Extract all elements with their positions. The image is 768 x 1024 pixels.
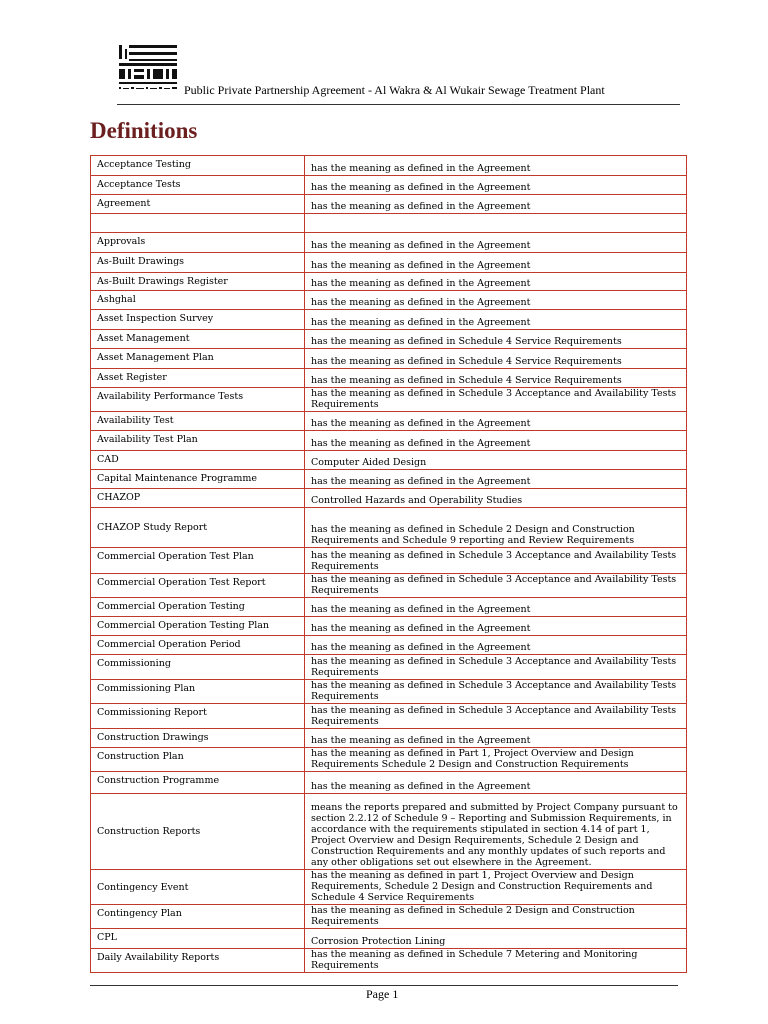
definition-text: has the meaning as defined in Part 1, Project Overview and Design Requirements Schedule 2 Design and Construction Requirements <box>305 748 687 772</box>
table-row <box>91 176 687 195</box>
table-row <box>91 704 687 729</box>
definition-text: Computer Aided Design <box>305 451 687 470</box>
table-row <box>91 729 687 748</box>
table-row <box>91 870 687 905</box>
definition-text: has the meaning as defined in the Agreement <box>305 253 687 273</box>
definition-text: has the meaning as defined in the Agreement <box>305 176 687 195</box>
table-row <box>91 470 687 489</box>
page-title: Definitions <box>90 118 198 143</box>
table-row <box>91 794 687 870</box>
definition-term: Contingency Plan <box>91 905 305 929</box>
definition-text: Corrosion Protection Lining <box>305 929 687 949</box>
definition-term: Commercial Operation Test Plan <box>91 548 305 574</box>
definition-term: Agreement <box>91 195 305 214</box>
table-row <box>91 291 687 310</box>
table-row <box>91 508 687 548</box>
definition-text: has the meaning as defined in the Agreement <box>305 412 687 431</box>
definition-term: As-Built Drawings <box>91 253 305 273</box>
definition-term: Contingency Event <box>91 870 305 905</box>
table-row <box>91 273 687 291</box>
table-row <box>91 489 687 508</box>
definition-text: has the meaning as defined in Schedule 4 Service Requirements <box>305 349 687 369</box>
definition-text: has the meaning as defined in Schedule 3 Acceptance and Availability Tests Requirements <box>305 548 687 574</box>
page-number: Page 1 <box>366 987 399 1001</box>
table-row <box>91 330 687 349</box>
definition-term: Commercial Operation Test Report <box>91 574 305 598</box>
definition-term: Commissioning Report <box>91 704 305 729</box>
table-row <box>91 310 687 330</box>
definition-text: has the meaning as defined in Schedule 2 Design and Construction Requirements <box>305 905 687 929</box>
table-row <box>91 905 687 929</box>
definition-text: has the meaning as defined in the Agreement <box>305 636 687 655</box>
definition-term: Commercial Operation Testing <box>91 598 305 617</box>
definition-term: CPL <box>91 929 305 949</box>
definition-text: has the meaning as defined in the Agreement <box>305 431 687 451</box>
definition-term: As-Built Drawings Register <box>91 273 305 291</box>
definition-text: has the meaning as defined in Schedule 3 Acceptance and Availability Tests Requirements <box>305 574 687 598</box>
definition-text: has the meaning as defined in the Agreement <box>305 195 687 214</box>
definition-text: has the meaning as defined in the Agreement <box>305 729 687 748</box>
definition-term: Acceptance Tests <box>91 176 305 195</box>
footer-divider <box>90 985 678 986</box>
definition-term: Construction Plan <box>91 748 305 772</box>
definition-text: has the meaning as defined in the Agreement <box>305 772 687 794</box>
table-row <box>91 748 687 772</box>
table-row <box>91 195 687 214</box>
definition-term: Approvals <box>91 233 305 253</box>
definitions-table <box>90 155 687 973</box>
definition-text: has the meaning as defined in Schedule 2 Design and Construction Requirements and Schedule 9 reporting and Review Requirements <box>305 508 687 548</box>
table-row <box>91 369 687 388</box>
definition-term: Commercial Operation Period <box>91 636 305 655</box>
definition-term: Acceptance Testing <box>91 156 305 176</box>
definition-text <box>305 214 687 233</box>
definition-term: Asset Register <box>91 369 305 388</box>
table-row <box>91 156 687 176</box>
definition-text: has the meaning as defined in Schedule 3 Acceptance and Availability Tests Requirements <box>305 680 687 704</box>
table-row <box>91 214 687 233</box>
definition-term: Daily Availability Reports <box>91 949 305 973</box>
table-row <box>91 548 687 574</box>
definition-text: has the meaning as defined in the Agreement <box>305 233 687 253</box>
definition-text: has the meaning as defined in the Agreement <box>305 273 687 291</box>
definition-term: Asset Inspection Survey <box>91 310 305 330</box>
table-row <box>91 680 687 704</box>
table-row <box>91 598 687 617</box>
definition-term: CHAZOP <box>91 489 305 508</box>
table-row <box>91 412 687 431</box>
table-row <box>91 451 687 470</box>
table-row <box>91 636 687 655</box>
definition-term: Availability Test Plan <box>91 431 305 451</box>
definition-text: has the meaning as defined in Schedule 7 Metering and Monitoring Requirements <box>305 949 687 973</box>
definition-text: has the meaning as defined in Schedule 3 Acceptance and Availability Tests Requirements <box>305 388 687 412</box>
table-row <box>91 388 687 412</box>
definitions-table-body <box>91 156 687 973</box>
definition-text: has the meaning as defined in the Agreement <box>305 470 687 489</box>
definition-text: has the meaning as defined in Schedule 3 Acceptance and Availability Tests Requirements <box>305 704 687 729</box>
header-divider <box>117 104 680 105</box>
definition-term: Construction Programme <box>91 772 305 794</box>
definition-text: has the meaning as defined in the Agreement <box>305 291 687 310</box>
definition-term: Availability Performance Tests <box>91 388 305 412</box>
definition-term: Construction Drawings <box>91 729 305 748</box>
definition-text: has the meaning as defined in Schedule 4 Service Requirements <box>305 330 687 349</box>
definition-term: CHAZOP Study Report <box>91 508 305 548</box>
table-row <box>91 772 687 794</box>
definition-term: Commercial Operation Testing Plan <box>91 617 305 636</box>
table-row <box>91 574 687 598</box>
table-row <box>91 253 687 273</box>
definition-text: Controlled Hazards and Operability Studies <box>305 489 687 508</box>
table-row <box>91 617 687 636</box>
definition-text: means the reports prepared and submitted by Project Company pursuant to section 2.2.12 of Schedule 9 – Reporting and Submission Requirements, in accordance with the requirements stipulated in section 4.14 of part 1, Project Overview and Design Requirements, Schedule 2 Design and Construction Requirements and any monthly updates of such reports and any other obligations set out elsewhere in the Agreement. <box>305 794 687 870</box>
definition-term: Asset Management <box>91 330 305 349</box>
definition-text: has the meaning as defined in the Agreement <box>305 617 687 636</box>
organization-logo <box>117 43 179 97</box>
definition-term: Availability Test <box>91 412 305 431</box>
definition-term: Capital Maintenance Programme <box>91 470 305 489</box>
definition-term: Ashghal <box>91 291 305 310</box>
definition-text: has the meaning as defined in the Agreement <box>305 156 687 176</box>
table-row <box>91 949 687 973</box>
definition-text: has the meaning as defined in Schedule 4 Service Requirements <box>305 369 687 388</box>
definition-text: has the meaning as defined in the Agreement <box>305 598 687 617</box>
document-header-title: Public Private Partnership Agreement - Al Wakra & Al Wukair Sewage Treatment Plant <box>184 83 605 97</box>
definition-term: Commissioning <box>91 655 305 680</box>
table-row <box>91 431 687 451</box>
definition-term: Asset Management Plan <box>91 349 305 369</box>
definition-text: has the meaning as defined in part 1, Project Overview and Design Requirements, Schedule 2 Design and Construction Requirements and Schedule 4 Service Requirements <box>305 870 687 905</box>
table-row <box>91 655 687 680</box>
definition-term: Construction Reports <box>91 794 305 870</box>
table-row <box>91 233 687 253</box>
definition-text: has the meaning as defined in Schedule 3 Acceptance and Availability Tests Requirements <box>305 655 687 680</box>
table-row <box>91 929 687 949</box>
definition-term: CAD <box>91 451 305 470</box>
definition-term: Commissioning Plan <box>91 680 305 704</box>
definition-text: has the meaning as defined in the Agreement <box>305 310 687 330</box>
definition-term <box>91 214 305 233</box>
table-row <box>91 349 687 369</box>
